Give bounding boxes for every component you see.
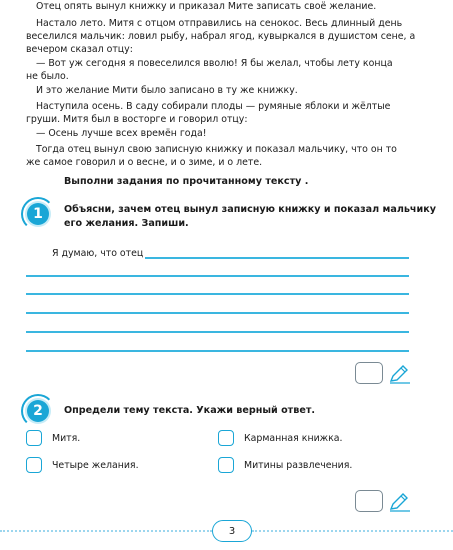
answer-line[interactable] bbox=[26, 275, 409, 277]
option-checkbox[interactable] bbox=[26, 457, 42, 473]
story-line: Отец опять вынул книжку и приказал Мите записать своё желание. bbox=[36, 1, 377, 12]
task1-number-badge: 1 bbox=[27, 203, 49, 225]
story-line: — Осень лучше всех времён года! bbox=[36, 128, 207, 139]
story-line: груши. Митя был в восторге и говорил отцу: bbox=[26, 114, 248, 125]
option-checkbox[interactable] bbox=[26, 430, 42, 446]
instructions-heading: Выполни задания по прочитанному тексту . bbox=[64, 176, 309, 187]
option-label: Карманная книжка. bbox=[244, 433, 343, 444]
checkbox-icon[interactable] bbox=[355, 490, 383, 512]
story-line: веселился мальчик: ловил рыбу, набрал ягод, кувыркался в душистом сене, а bbox=[26, 31, 416, 42]
task2-number-badge: 2 bbox=[27, 400, 49, 422]
footer-divider bbox=[252, 530, 453, 532]
answer-line[interactable] bbox=[26, 331, 409, 333]
answer-line[interactable] bbox=[145, 257, 409, 259]
story-line: не было. bbox=[26, 71, 69, 82]
option-checkbox[interactable] bbox=[218, 430, 234, 446]
task1-question-line2: его желания. Запиши. bbox=[64, 218, 189, 229]
story-line: вечером сказал отцу: bbox=[26, 44, 133, 55]
task2-question: Определи тему текста. Укажи верный ответ. bbox=[64, 405, 316, 416]
story-line: Настало лето. Митя с отцом отправились на сенокос. Весь длинный день bbox=[36, 18, 403, 29]
story-line: И это желание Мити было записано в ту же книжку. bbox=[36, 85, 298, 96]
option-label: Четыре желания. bbox=[52, 460, 139, 471]
task1-answer-start: Я думаю, что отец bbox=[52, 248, 144, 259]
checkbox-icon[interactable] bbox=[355, 362, 383, 384]
story-line: — Вот уж сегодня я повеселился вволю! Я бы желал, чтобы лету конца bbox=[36, 58, 393, 69]
option-checkbox[interactable] bbox=[218, 457, 234, 473]
answer-line[interactable] bbox=[26, 312, 409, 314]
option-label: Митя. bbox=[52, 433, 81, 444]
answer-line[interactable] bbox=[26, 293, 409, 295]
pencil-icon bbox=[388, 362, 412, 388]
story-line: Наступила осень. В саду собирали плоды — румяные яблоки и жёлтые bbox=[36, 101, 391, 112]
page-number: 3 bbox=[212, 520, 252, 542]
option-label: Митины развлечения. bbox=[244, 460, 353, 471]
story-line: Тогда отец вынул свою записную книжку и показал мальчику, что он то bbox=[36, 144, 397, 155]
task1-question-line1: Объясни, зачем отец вынул записную книжку и показал мальчику bbox=[64, 204, 436, 215]
footer-divider bbox=[0, 530, 212, 532]
answer-line[interactable] bbox=[26, 350, 409, 352]
story-line: же самое говорил и о весне, и о зиме, и о лете. bbox=[26, 157, 263, 168]
pencil-icon bbox=[388, 490, 412, 516]
